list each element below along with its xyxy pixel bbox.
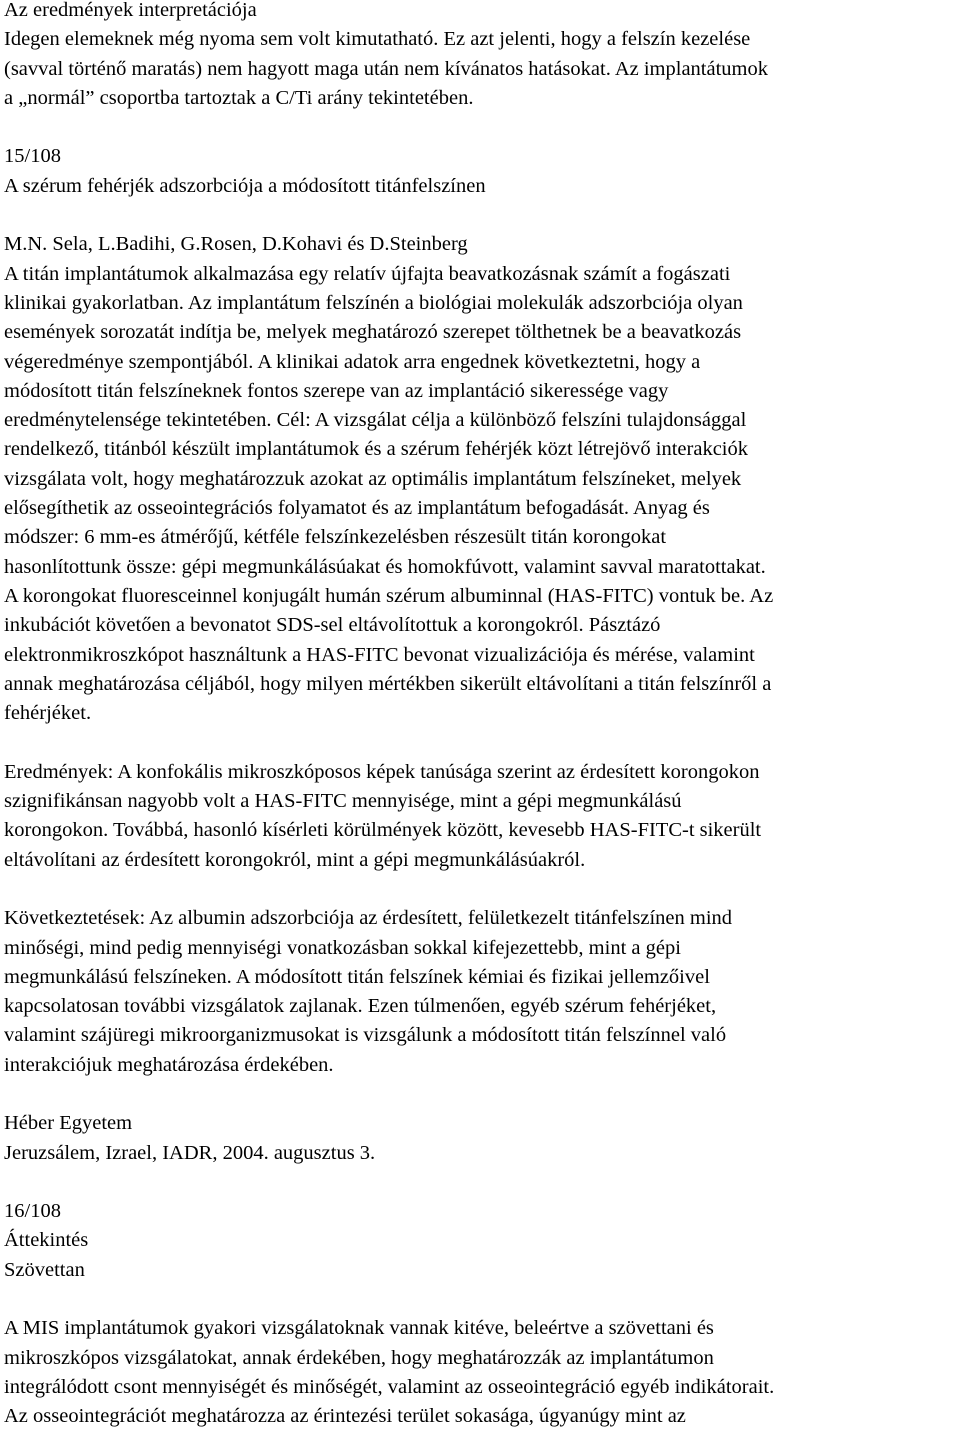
body-paragraph [4,1314,958,1431]
article-15 [4,142,958,1167]
paragraph-line: integrálódott csont mennyiségét és minőségét, valamint az osseointegráció egyéb indikátorait. [4,1375,775,1398]
paragraph-line: eltávolítani az érdesített korongokról, mint a gépi megmunkálásúakról. [4,848,586,871]
paragraph-line: minőségi, mind pedig mennyiségi vonatkozásban sokkal kifejezettebb, mint a gépi [4,936,681,959]
paragraph-line: a „normál” csoportba tartoztak a C/Ti arány tekintetében. [4,86,474,109]
article-16 [4,1197,958,1431]
paragraph-line: mikroszkópos vizsgálatokat, annak érdekében, hogy meghatározzák az implantátumon [4,1346,714,1369]
paragraph-line: események sorozatát indítja be, melyek meghatározó szerepet tölthetnek be a beavatkozás [4,321,742,344]
paragraph-line: Idegen elemeknek még nyoma sem volt kimutatható. Ez azt jelenti, hogy a felszín kezelése [4,28,751,51]
paragraph-line: Eredmények: A konfokális mikroszkóposos képek tanúsága szerint az érdesített korongokon [4,760,760,783]
paragraph-line: hasonlítottunk össze: gépi megmunkálásúakat és homokfúvott, valamint savval maratottakat. [4,555,766,578]
paragraph-line: korongokon. Továbbá, hasonló kísérleti körülmények között, kevesebb HAS-FITC-t sikerült [4,819,762,842]
paragraph-line: módszer: 6 mm-es átmérőjű, kétféle felszínkezelésben részesült titán korongokat [4,526,667,549]
venue: Jeruzsálem, Izrael, IADR, 2004. augusztus 3. [4,1141,376,1164]
section-heading: Az eredmények interpretációja [4,0,257,21]
affiliation: Héber Egyetem [4,1112,133,1135]
paragraph-line: elősegíthetik az osseointegrációs folyamatot és az implantátum befogadását. Anyag és [4,497,710,520]
article-category: Szövettan [4,1258,85,1281]
paragraph-line: A titán implantátumok alkalmazása egy relatív újfajta beavatkozásnak számít a fogászati [4,262,731,285]
document-page [4,0,958,1432]
paragraph-line: interakciójuk meghatározása érdekében. [4,1053,334,1076]
article-number: 15/108 [4,145,61,168]
conclusion-paragraph [4,904,958,1080]
paragraph-line: vizsgálata volt, hogy meghatározzuk azokat az optimális implantátum felszíneket, melyek [4,467,742,490]
paragraph-line: valamint szájüregi mikroorganizmusokat is vizsgálunk a módosított titán felszínnel való [4,1024,727,1047]
paragraph-line: fehérjéket. [4,702,92,725]
paragraph-line: eredménytelensége tekintetében. Cél: A vizsgálat célja a különböző felszíni tulajdonsággal [4,409,747,432]
paragraph-line: annak meghatározása céljából, hogy milyen mértékben sikerült eltávolítani a titán felszínről a [4,672,772,695]
article-type: Áttekintés [4,1229,89,1252]
paragraph-line: Következtetések: Az albumin adszorbciója az érdesített, felületkezelt titánfelszínen mind [4,907,733,930]
paragraph-line: A MIS implantátumok gyakori vizsgálatoknak vannak kitéve, beleértve a szövettani és [4,1317,714,1340]
abstract-paragraph [4,260,958,729]
paragraph-line: klinikai gyakorlatban. Az implantátum felszínén a biológiai molekulák adszorbciója olyan [4,291,743,314]
paragraph-line: A korongokat fluoresceinnel konjugált humán szérum albuminnal (HAS-FITC) vontuk be. Az [4,584,774,607]
paragraph-line: kapcsolatosan további vizsgálatok zajlanak. Ezen túlmenően, egyéb szérum fehérjéket, [4,995,717,1018]
paragraph-line: végeredménye szempontjából. A klinikai adatok arra engednek következtetni, hogy a [4,350,701,373]
paragraph-line: megmunkálású felszíneken. A módosított titán felszínek kémiai és fizikai jellemzőivel [4,965,710,988]
paragraph-line: módosított titán felszíneknek fontos szerepe van az implantáció sikeressége vagy [4,379,669,402]
paragraph-line: (savval történő maratás) nem hagyott maga után nem kívánatos hatásokat. Az implantátumok [4,57,768,80]
paragraph-line: elektronmikroszkópot használtunk a HAS-FITC bevonat vizualizációja és mérése, valamint [4,643,755,666]
paragraph-line: rendelkező, titánból készült implantátumok és a szérum fehérjék közt létrejövő interakciók [4,438,748,461]
article-title: A szérum fehérjék adszorbciója a módosított titánfelszínen [4,174,486,197]
results-paragraph [4,758,958,875]
article-authors: M.N. Sela, L.Badihi, G.Rosen, D.Kohavi és D.Steinberg [4,233,468,256]
paragraph-line: Az osseointegrációt meghatározza az érintezési terület sokasága, úgyanúgy mint az [4,1405,686,1428]
article-number: 16/108 [4,1200,61,1223]
paragraph-line: inkubációt követően a bevonatot SDS-sel eltávolítottuk a korongokról. Pásztázó [4,614,661,637]
interpretation-section [4,0,958,113]
paragraph-line: szignifikánsan nagyobb volt a HAS-FITC mennyisége, mint a gépi megmunkálású [4,790,682,813]
